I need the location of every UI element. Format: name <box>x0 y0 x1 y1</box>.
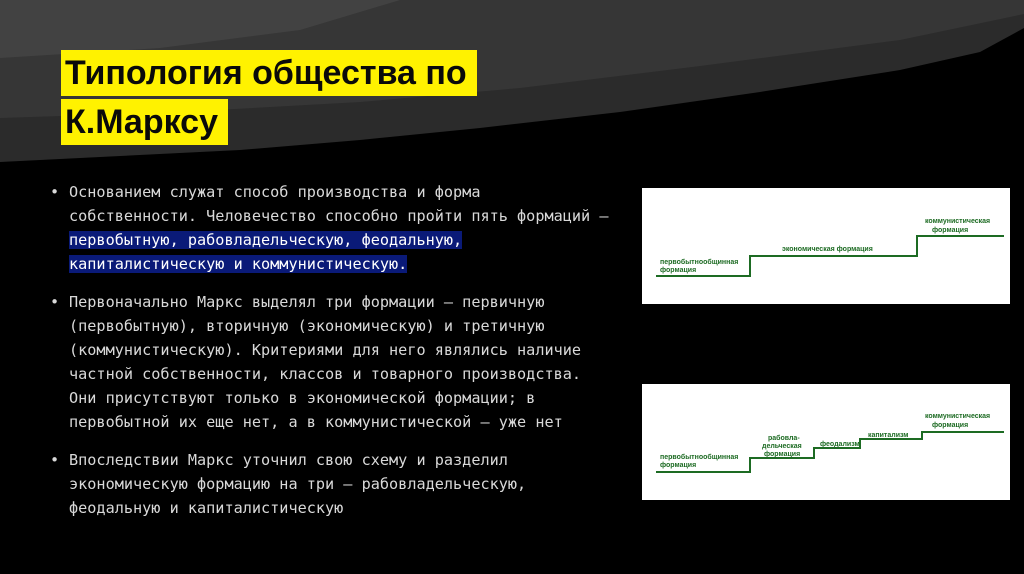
d2-label-communist-1: коммунистическая <box>925 413 991 420</box>
d2-label-feudal: феодализм <box>820 441 860 448</box>
d1-label-communist-2: формация <box>932 227 969 234</box>
d2-label-communist-2: формация <box>932 422 969 429</box>
bullet-item-3: • Впоследствии Маркс уточнил свою схему и разделил экономическую формацию на три – рабовладельческую, феодальную и капиталистическую <box>50 448 610 520</box>
d2-label-primitive-1: первобытнообщинная <box>660 454 739 461</box>
d2-label-capitalism: капитализм <box>868 432 909 439</box>
slide-title-line-1: Типология общества по <box>61 50 477 96</box>
bullet-1-highlight: первобытную, рабовладельческую, феодальную, капиталистическую и коммунистическую. <box>69 231 463 273</box>
d2-label-primitive-2: формация <box>660 462 697 469</box>
bullet-item-2: • Первоначально Маркс выделял три формации – первичную (первобытную), вторичную (экономическую) и третичную (коммунистическую). Критериями для него являлись наличие частной собственности, классов и товарного производства. Они присутствуют только в экономической формации; в первобытной их еще нет, а в коммунистической – уже нет <box>50 290 610 434</box>
d2-label-slave-3: формация <box>764 451 801 458</box>
d2-label-slave-1: рабовла- <box>768 435 800 442</box>
formation-diagram-five-stages <box>642 384 1010 500</box>
d1-label-primitive-1: первобытнообщинная <box>660 259 739 266</box>
d1-label-primitive-2: формация <box>660 267 697 274</box>
bullet-1-text: Основанием служат способ производства и форма собственности. Человечество способно пройти пять формаций – <box>69 183 609 225</box>
d2-label-slave-2: дельческая <box>762 443 802 450</box>
bullet-list <box>50 180 610 534</box>
d1-label-economic: экономическая формация <box>782 246 873 253</box>
formation-diagram-three-stages <box>642 188 1010 304</box>
bullet-item-1 <box>50 180 610 276</box>
d1-label-communist-1: коммунистическая <box>925 218 991 225</box>
slide-title-line-2: К.Марксу <box>61 99 228 145</box>
